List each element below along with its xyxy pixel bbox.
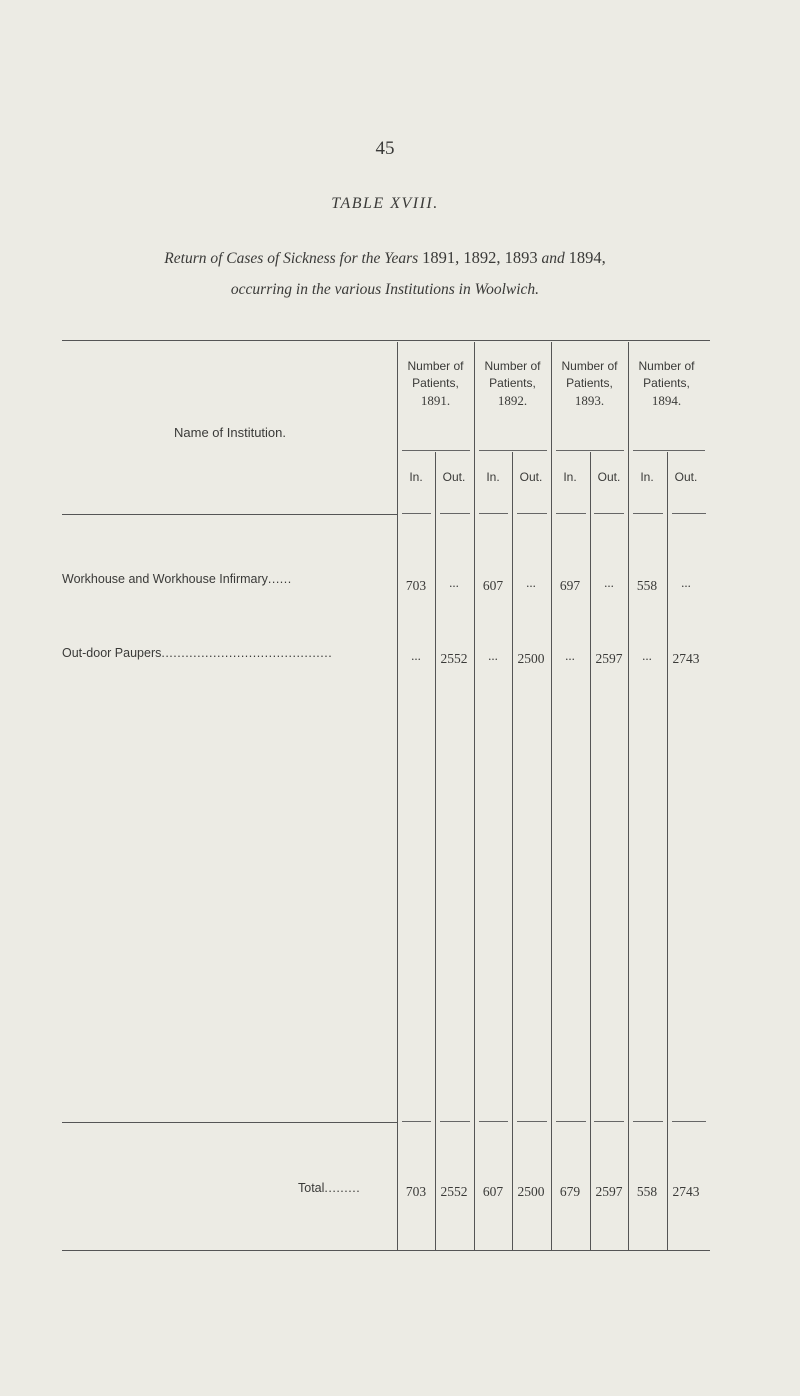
row-label (62, 572, 292, 586)
subhead-underline (440, 513, 470, 514)
subheader-out: Out. (597, 470, 621, 484)
group-header-label: Number of Patients, (407, 359, 464, 390)
total-underline (594, 1121, 624, 1122)
group-header-year: 1892. (497, 393, 528, 408)
group-header-label: Number of Patients, (638, 359, 695, 390)
group-header-year: 1891. (420, 393, 451, 408)
total-underline (402, 1121, 431, 1122)
table-title: TABLE XVIII. (331, 195, 439, 212)
group-header-year: 1893. (574, 393, 605, 408)
row-name: Workhouse and Workhouse Infirmary (62, 572, 268, 586)
subtitle-final-year: 1894, (568, 248, 606, 267)
total-1892-out: 2500 (517, 1184, 545, 1199)
subhead-underline (633, 513, 663, 514)
subheader-in: In. (640, 470, 654, 484)
cell-1891-out: 2552 (440, 651, 468, 666)
group-header-label: Number of Patients, (561, 359, 618, 390)
subhead-underline (402, 513, 431, 514)
total-1894-in: 558 (636, 1184, 658, 1199)
cell-1891-out: ... (449, 575, 459, 590)
total-1891-out: 2552 (440, 1184, 468, 1199)
subtitle-and: and (541, 250, 565, 267)
cell-1893-out: ... (604, 575, 614, 590)
subhead-underline (479, 513, 508, 514)
subtitle-prefix: Return of Cases of Sickness for the Years (164, 250, 419, 267)
cell-1893-in: ... (565, 648, 575, 663)
column-divider (667, 452, 668, 1250)
column-divider (512, 452, 513, 1250)
leader-dots: ...... (267, 572, 292, 586)
group-header-1891 (397, 358, 474, 409)
table-top-rule (62, 340, 710, 341)
total-underline (633, 1121, 663, 1122)
subtitle-line-1 (0, 248, 770, 268)
total-1894-out: 2743 (672, 1184, 700, 1199)
total-1893-out: 2597 (595, 1184, 623, 1199)
total-underline (556, 1121, 586, 1122)
group-header-1893 (551, 358, 628, 409)
subhead-underline (594, 513, 624, 514)
page-number: 45 (375, 138, 395, 159)
total-1891-in: 703 (405, 1184, 427, 1199)
leader-dots: ........................................... (161, 646, 333, 660)
cell-1894-out: ... (681, 575, 691, 590)
row-name: Out-door Paupers (62, 646, 162, 660)
group-underline (556, 450, 624, 451)
group-underline (402, 450, 470, 451)
leader-dots: ......... (324, 1181, 361, 1195)
group-underline (633, 450, 705, 451)
group-underline (479, 450, 547, 451)
subheader-in: In. (563, 470, 577, 484)
subheader-in: In. (486, 470, 500, 484)
group-header-label: Number of Patients, (484, 359, 541, 390)
column-divider (590, 452, 591, 1250)
total-underline (672, 1121, 706, 1122)
total-1892-in: 607 (482, 1184, 504, 1199)
subhead-underline (517, 513, 547, 514)
total-underline (517, 1121, 547, 1122)
column-divider (435, 452, 436, 1250)
table-bottom-rule (62, 1250, 710, 1251)
total-underline (440, 1121, 470, 1122)
subhead-underline (672, 513, 706, 514)
cell-1892-in: ... (488, 648, 498, 663)
group-header-year: 1894. (651, 393, 682, 408)
cell-1892-out: 2500 (517, 651, 545, 666)
subheader-out: Out. (674, 470, 698, 484)
cell-1892-in: 607 (482, 578, 504, 593)
subheader-out: Out. (519, 470, 543, 484)
cell-1894-out: 2743 (672, 651, 700, 666)
total-name: Total (298, 1181, 325, 1195)
subtitle-years: 1891, 1892, 1893 (422, 248, 538, 267)
total-top-rule (62, 1122, 397, 1123)
cell-1893-out: 2597 (595, 651, 623, 666)
row-label (62, 646, 332, 660)
header-bottom-rule (62, 514, 397, 515)
total-1893-in: 679 (559, 1184, 581, 1199)
group-header-1894 (628, 358, 705, 409)
group-header-1892 (474, 358, 551, 409)
cell-1891-in: 703 (405, 578, 427, 593)
cell-1894-in: 558 (636, 578, 658, 593)
subheader-in: In. (409, 470, 423, 484)
cell-1892-out: ... (526, 575, 536, 590)
name-column-header: Name of Institution. (174, 425, 286, 440)
subheader-out: Out. (442, 470, 466, 484)
cell-1894-in: ... (642, 648, 652, 663)
cell-1893-in: 697 (559, 578, 581, 593)
cell-1891-in: ... (411, 648, 421, 663)
subhead-underline (556, 513, 586, 514)
subtitle-line-2: occurring in the various Institutions in Woolwich. (230, 281, 540, 298)
total-underline (479, 1121, 508, 1122)
total-label (298, 1181, 360, 1195)
